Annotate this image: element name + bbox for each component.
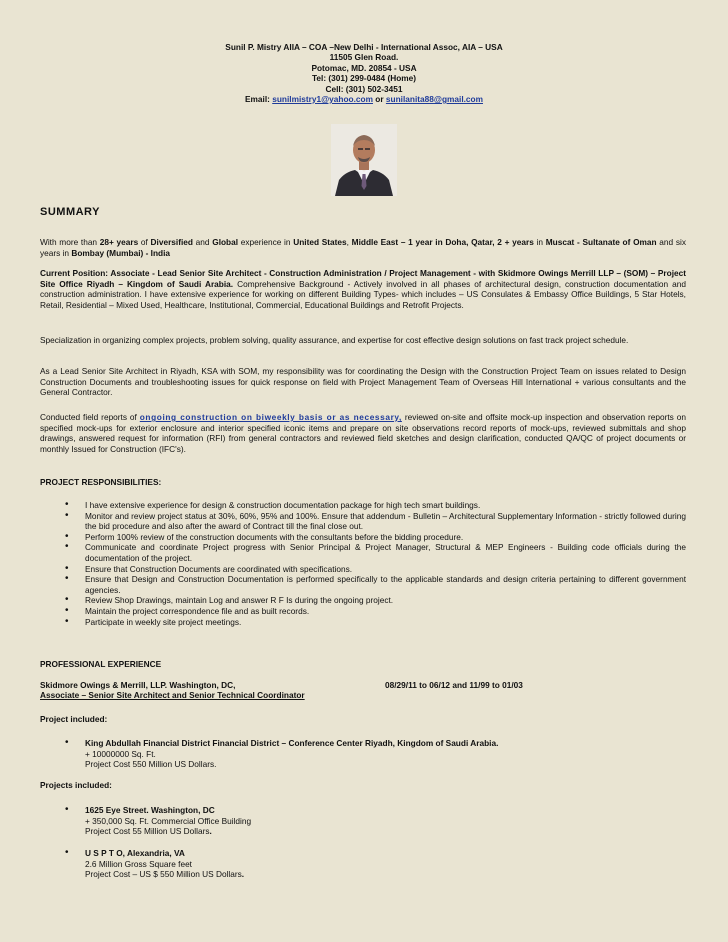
project-cost	[85, 869, 686, 880]
responsibility-item: • Monitor and review project status at 30%, 60%, 95% and 100%. Ensure that addendum - Bulletin – Architectural Supplementary Information - strictly followed during the bid procedure and also after the award of Contract till the final close out.	[40, 511, 686, 532]
responsibility-item: • Communicate and coordinate Project progress with Senior Principal & Project Manager, Structural & MEP Engineers - Building code officials during the documentation of the project.	[40, 542, 686, 563]
project-cost: Project Cost 550 Million US Dollars.	[85, 759, 217, 770]
project-included-label: Project included:	[40, 714, 108, 724]
current-position-title: Current Position: Associate - Lead Senior Site Architect - Construction Administration / Project Management - with Skidmore Owings Merrill LLP – (SOM) – Project Site Office Riyadh – Kingdom of Saudi Arabia.	[40, 268, 686, 289]
summary-run: With more than	[40, 237, 100, 247]
responsibilities-heading: PROJECT RESPONSIBILITIES:	[40, 477, 162, 487]
responsibility-item: • Ensure that Design and Construction Documentation is performed specifically to the applicable standards and design criteria pertaining to different government agencies.	[40, 574, 686, 595]
projects-included-label: Projects included:	[40, 780, 112, 790]
employer-row	[40, 680, 686, 691]
summary-run: Global	[212, 237, 239, 247]
cell-phone: Cell: (301) 502-3451	[325, 83, 403, 94]
project-title: 1625 Eye Street. Washington, DC	[85, 805, 215, 815]
site-architect-role: As a Lead Senior Site Architect in Riyadh, KSA with SOM, my responsibility was for coordinating the Design with the Construction Project Team on issues related to Design Construction Documents and troubleshooting issues for quick response on field with Project Management Team of Overseas Hill International + various consultants and the General Contractor.	[40, 366, 686, 398]
profile-photo	[331, 124, 397, 196]
home-phone: Tel: (301) 299-0484 (Home)	[311, 73, 417, 84]
city-line: Potomac, MD. 20854 - USA	[311, 62, 417, 73]
email-link-2[interactable]: sunilanita88@gmail.com	[385, 94, 483, 105]
summary-run: ,	[346, 237, 352, 247]
email-line	[0, 94, 728, 104]
responsibility-item: • Maintain the project correspondence file and as built records.	[40, 606, 686, 617]
summary-intro	[40, 237, 686, 258]
employer-name: Skidmore Owings & Merrill, LLP. Washington, DC,	[40, 680, 236, 690]
project-cost-text: Project Cost 55 Million US Dollars	[85, 826, 210, 837]
project-title: U S P T O, Alexandria, VA	[85, 848, 185, 858]
project-area: + 10000000 Sq. Ft.	[85, 748, 156, 759]
background-text: Comprehensive Background - Actively involved in all phases of architectural design, construction documentation and construction administration. I have extensive experience for working on different Building Types- which includes – US Consulates & Embassy Office Buildings, 5 Star Hotels, Retail, Residential – Mixed Used, Healthcare, Institutional, Commercial, Educational Buildings and Retrofit Projects.	[40, 278, 686, 310]
responsibility-item: • Review Shop Drawings, maintain Log and answer R F Is during the ongoing project.	[40, 595, 686, 606]
project-uspto	[40, 848, 686, 880]
project-cost-period: .	[241, 869, 245, 880]
field-reports-lead: Conducted field reports of	[40, 412, 140, 422]
responsibilities-list	[40, 500, 686, 627]
project-cost	[85, 826, 686, 837]
bullet-icon: •	[65, 847, 69, 858]
email-label: Email:	[244, 94, 273, 105]
project-title: King Abdullah Financial District Financial District – Conference Center Riyadh, Kingdom of Saudi Arabia.	[85, 738, 499, 748]
project-cost-text: Project Cost – US $ 550 Million US Dollars	[85, 869, 242, 880]
project-area: + 350,000 Sq. Ft. Commercial Office Building	[85, 815, 252, 826]
project-1625-eye	[40, 805, 686, 837]
contact-header	[0, 42, 728, 104]
project-cost-period: .	[209, 826, 212, 837]
biweekly-link[interactable]: ongoing construction on biweekly basis or as necessary,	[139, 412, 402, 422]
summary-run: of	[138, 237, 151, 247]
responsibility-item: • Ensure that Construction Documents are coordinated with specifications.	[40, 564, 686, 575]
summary-run: and	[192, 237, 213, 247]
name-line: Sunil P. Mistry AIIA – COA –New Delhi - International Assoc, AIA – USA	[225, 42, 503, 52]
summary-run: 28+ years	[99, 237, 139, 247]
bullet-icon: •	[65, 737, 69, 748]
field-reports	[40, 412, 686, 454]
role-row	[40, 690, 686, 701]
summary-run: experience in	[238, 237, 294, 247]
summary-run: and six years in	[40, 237, 686, 258]
summary-run: Diversified	[150, 237, 193, 247]
address-line: 11505 Glen Road.	[329, 52, 399, 63]
summary-run: Muscat - Sultanate of Oman	[545, 237, 657, 247]
current-position	[40, 268, 686, 310]
summary-run: United States	[293, 237, 347, 247]
bullet-icon: •	[65, 804, 69, 815]
project-area: 2.6 Million Gross Square feet	[85, 858, 192, 869]
responsibility-item: • Participate in weekly site project meetings.	[40, 617, 686, 628]
responsibility-item: • I have extensive experience for design & construction documentation package for high tech smart buildings.	[40, 500, 686, 511]
experience-heading: PROFESSIONAL EXPERIENCE	[40, 659, 162, 669]
summary-heading: SUMMARY	[40, 206, 100, 218]
specialization: Specialization in organizing complex projects, problem solving, quality assurance, and expertise for cost effective design solutions on fast track project schedule.	[40, 335, 629, 345]
summary-run: in	[533, 237, 546, 247]
field-reports-rest: reviewed on-site and offsite mock-up inspection and observation reports on specified mock-ups for exterior enclosure and interior specified iconic items and prepare on site observations record reports of mock-ups, reviewed submittals and shop drawings, answered request for information (RFI) from general contractors and reviewed field sketches and design clarification, conducted QA/QC of project documents or monthly Issued for Construction (IFC's).	[40, 412, 686, 454]
email-link-1[interactable]: sunilmistry1@yahoo.com	[272, 94, 373, 105]
summary-run: Middle East – 1 year in Doha, Qatar, 2 + years	[351, 237, 534, 247]
employment-dates: 08/29/11 to 06/12 and 11/99 to 01/03	[385, 680, 523, 690]
responsibility-item: • Perform 100% review of the construction documents with the consultants before the bidding procedure.	[40, 532, 686, 543]
job-title: Associate – Senior Site Architect and Senior Technical Coordinator	[40, 690, 305, 700]
project-kafd	[40, 738, 686, 770]
summary-run: Bombay (Mumbai) - India	[71, 247, 171, 258]
email-or: or	[372, 94, 386, 105]
